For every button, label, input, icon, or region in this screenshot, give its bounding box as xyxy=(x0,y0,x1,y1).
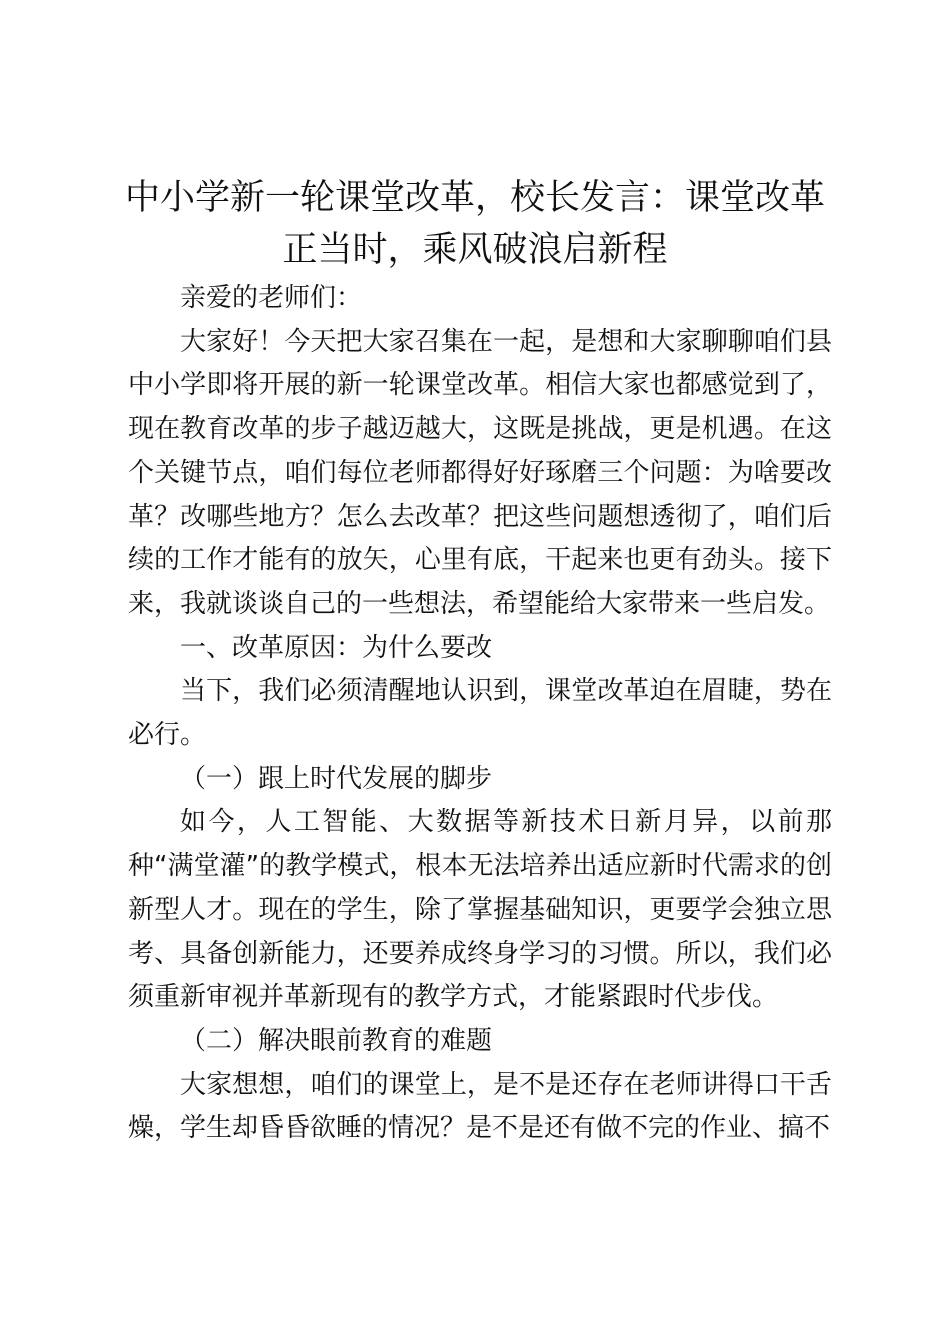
title-line-1: 中小学新一轮课堂改革，校长发言：课堂改革 xyxy=(124,178,825,218)
salutation: 亲爱的老师们： xyxy=(180,283,363,313)
subsection-heading-2: （二）解决眼前教育的难题 xyxy=(180,1025,493,1056)
document-title xyxy=(110,172,840,276)
paragraph-2: 如今，人工智能、大数据等新技术日新月异，以前那种“满堂灌”的教学模式，根本无法培养出适应新时代需求的创新型人才。现在的学生，除了掌握基础知识，更要学会独立思考、具备创新能力，还要养成终身学习的习惯。所以，我们必须重新审视并革新现有的教学方式，才能紧跟时代步伐。 xyxy=(128,807,832,1013)
document-body xyxy=(128,277,832,1151)
title-line-2: 正当时，乘风破浪启新程 xyxy=(282,230,668,270)
subsection-heading-1: （一）跟上时代发展的脚步 xyxy=(180,763,493,794)
paragraph-3: 大家想想，咱们的课堂上，是不是还存在老师讲得口干舌燥，学生却昏昏欲睡的情况？是不是还有做不完的作业、搞不 xyxy=(128,1069,832,1144)
paragraph-1: 当下，我们必须清醒地认识到，课堂改革迫在眉睫，势在必行。 xyxy=(128,676,832,751)
section-heading-1: 一、改革原因：为什么要改 xyxy=(180,632,493,663)
paragraph-intro: 大家好！今天把大家召集在一起，是想和大家聊聊咱们县中小学即将开展的新一轮课堂改革。相信大家也都感觉到了，现在教育改革的步子越迈越大，这既是挑战，更是机遇。在这个关键节点，咱们每位老师都得好好琢磨三个问题：为啥要改革？改哪些地方？怎么去改革？把这些问题想透彻了，咱们后续的工作才能有的放矢，心里有底，干起来也更有劲头。接下来，我就谈谈自己的一些想法，希望能给大家带来一些启发。 xyxy=(128,326,832,619)
